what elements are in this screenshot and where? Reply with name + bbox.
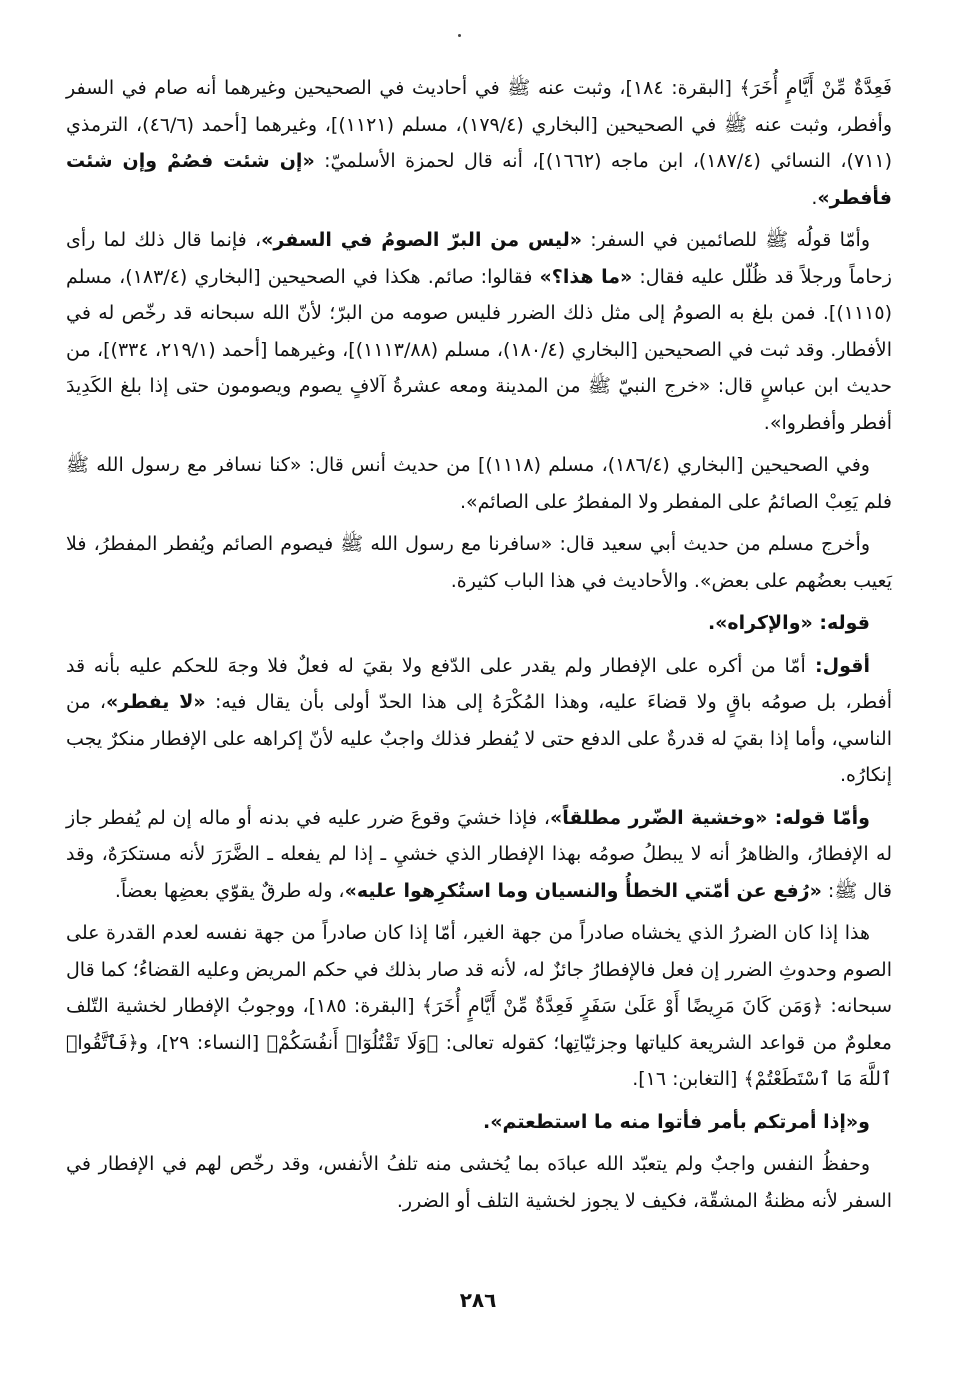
bold-text-segment: «إن شئت فصُمْ وإن شئت فأفطر»: [66, 150, 892, 209]
bold-text-segment: «ما هذا؟»: [539, 265, 633, 288]
bold-text-segment: «رُفع عن أمّتي الخطأُ والنسيان وما استُكرِهوا عليه»: [344, 879, 822, 902]
top-dot: [458, 34, 461, 37]
paragraph-10: [66, 1146, 892, 1219]
paragraph-3: [66, 447, 892, 520]
paragraph-6: [66, 648, 892, 794]
bold-text-segment: أقول:: [805, 654, 870, 677]
text-segment: أمّا من أكره على الإفطار ولم يقدر على الدّفع ولا بقيَ له فعلٌ فلا وجهَ للحكم عليه بأنه قد أفطر، بل صومُه باقٍ ولا قضاءَ عليه، وهذا المُكْرَهُ إلى هذا الحدّ أولى بأن يقال فيه:: [66, 654, 893, 713]
paragraph-7: [66, 800, 892, 910]
text-segment: ، فإذا خشيَ وقوعَ ضرر عليه في بدنه أو ماله إن لم يُفطر جاز له الإفطارُ، والظاهرُ أنه لا يبطلُ صومُه بهذا الإفطار الذي خشيِ ـ إذا لم يفعله ـ الضَّرَرَ لأنه مستكرَهٌ، وقد قال ﷺ:: [66, 806, 892, 902]
text-segment: ، من الناسي، وأما إذا بقيَ له قدرةٌ على الدفع حتى لا يُفطر فذلك واجبٌ عليه لأنّ إكراهه على الإفطار منكرٌ يجب إنكارُه.: [66, 691, 892, 786]
text-segment: ، فإنما قال ذلك لما رأى زحاماً ورجلاً قد ظُلّل عليه فقال:: [66, 229, 892, 288]
text-segment: ، وله طرقٌ يقوّي بعضِها بعضاً.: [114, 879, 345, 902]
bold-text-segment: «ليس من البرّ الصومُ في السفر»: [261, 229, 582, 251]
bold-text-segment: وأمّا قوله: «وخشية الضّرر مطلقاً»: [549, 806, 870, 829]
text-segment: فقالوا: صائم. هكذا في الصحيحين [البخاري (١٨٣/٤)، مسلم (١١١٥)]. فمن بلغ به الصومُ إلى مثل ذلك الضرر فليس صومه من البرّ؛ لأنّ الله سبحانه قد رخّص له في الأفطار. وقد ثبت في الصحيحين [البخاري (١٨٠/٤)، مسلم (١١١٣/٨٨)]، وغيرهما [أحمد (٢١٩/١، ٣٣٤)]، من حديث ابن عباسٍ قال: «خرج النبيّ ﷺ من المدينة ومعه عشرةُ آلافٍ يصوم ويصومون حتى إذا بلغ الكَدِيدَ أفطر وأفطروا».: [66, 265, 893, 434]
paragraph-9: [66, 1104, 892, 1141]
bold-text-segment: «لا يفطر»: [106, 691, 206, 713]
bold-text-segment: و«إذا أمرتكم بأمر فأتوا منه ما استطعتم».: [483, 1110, 870, 1133]
paragraph-1: [66, 70, 892, 216]
text-segment: هذا إذا كان الضررُ الذي يخشاه صادراً من جهة الغير، أمّا إذا كان صادراً من جهة نفسه لعدم القدرة على الصوم وحدوثِ الضرر إن فعل فالإفطارُ جائزٌ له، لأنه قد صار بذلك في حكم المريض وعليه القضاءُ؛ كما قال سبحانه: ﴿وَمَن كَانَ مَرِيضًا أَوْ عَلَىٰ سَفَرٍ فَعِدَّةٌ مِّنْ أَيَّامٍ أُخَرَ﴾ [البقرة: ١٨٥]، ووجوبُ الإفطار لخشية التّلف معلومٌ من قواعد الشريعة كلياتها وجزئيّاتِها؛ كقوله تعالى: ﴿وَلَا تَقْتُلُوٓا۟ أَنفُسَكُمْ﴾ [النساء: ٢٩]، و﴿فَٱتَّقُوا۟ ٱللَّهَ مَا ٱسْتَطَعْتُمْ﴾ [التغابن: ١٦].: [66, 922, 892, 1090]
page-number: ٢٨٦: [459, 1288, 497, 1312]
text-segment: وأمّا قولُه ﷺ للصائمين في السفر:: [582, 229, 870, 251]
paragraph-8: [66, 915, 892, 1098]
text-segment: فَعِدَّةٌ مِّنْ أَيَّامٍ أُخَرَ﴾ [البقرة: ١٨٤]، وثبت عنه ﷺ في أحاديث في الصحيحين وغيرهما أنه صام في السفر وأفطر، وثبت عنه ﷺ في الصحيحين [البخاري (١٧٩/٤)، مسلم (١١٢١)]، وغيرهما [أحمد (٤٦/٦)، الترمذي (٧١١)، النسائي (١٨٧/٤)، ابن ماجه (١٦٦٢)]، أنه قال لحمزة الأسلميّ:: [66, 77, 893, 172]
paragraph-2: [66, 222, 892, 441]
text-segment: .: [811, 186, 818, 209]
paragraph-4: [66, 526, 892, 599]
text-segment: وأخرج مسلم من حديث أبي سعيد قال: «سافرنا مع رسول الله ﷺ فيصوم الصائم ويُفطر المفطرُ، فلا يَعيب بعضُهم على بعض». والأحاديث في هذا الباب كثيرة.: [66, 533, 892, 592]
paragraph-5: [66, 605, 892, 642]
text-segment: وحفظُ النفس واجبٌ ولم يتعبّد الله عبادَه بما يُخشى منه تلفُ الأنفس، وقد رخّص لهم في الإفطار في السفر لأنه مظنةُ المشقّة، فكيف لا يجوز لخشية التلف أو الضرر.: [66, 1153, 892, 1212]
page-body: [66, 70, 892, 1225]
bold-text-segment: قوله: «والإكراه».: [707, 612, 870, 634]
text-segment: وفي الصحيحين [البخاري (١٨٦/٤)، مسلم (١١١٨)] من حديث أنس قال: «كنا نسافر مع رسول الله ﷺ فلم يَعِبْ الصائمُ على المفطر ولا المفطرُ على الصائم».: [66, 454, 892, 513]
